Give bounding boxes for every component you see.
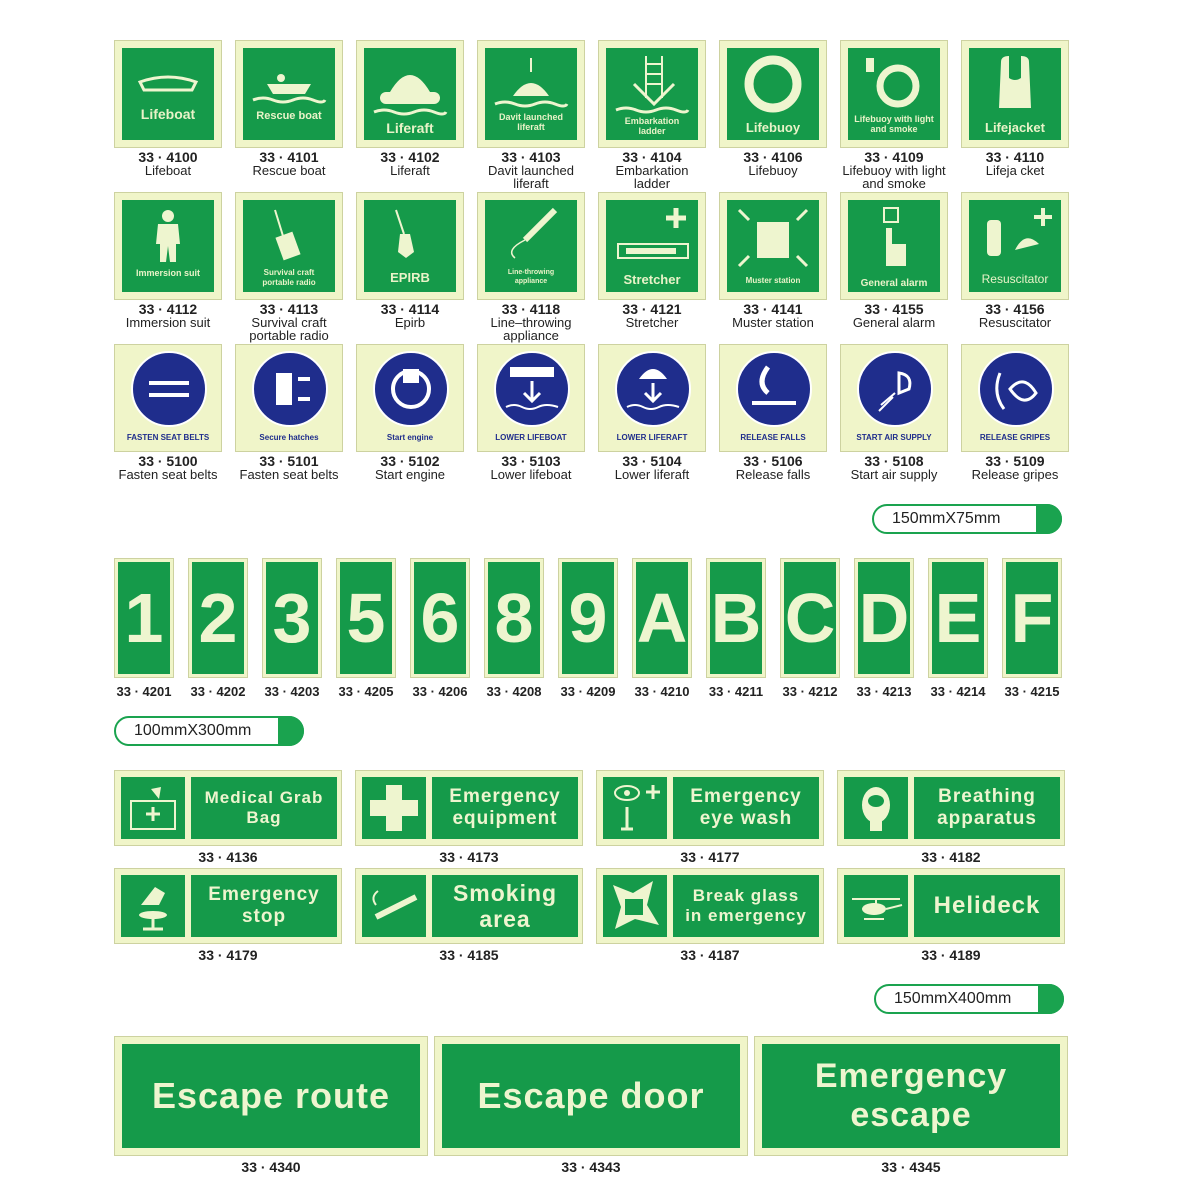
sign-medical-grab-bag[interactable]	[114, 770, 355, 864]
sign-name: Lifeja cket	[985, 163, 1045, 178]
sign-code: 33 · 4214	[930, 684, 986, 699]
sign-code: 33 · 4202	[190, 684, 246, 699]
sign-text-line-1: Helideck	[933, 892, 1041, 920]
sign-code: 33 · 4345	[881, 1159, 941, 1175]
sign-code: 33 · 5103	[501, 453, 561, 469]
sign-label: EPIRB	[390, 270, 430, 285]
rescue-boat-icon	[243, 48, 335, 140]
sign-code: 33 · 5104	[622, 453, 682, 469]
sign-name: Fasten seat belts	[118, 467, 218, 482]
number-sign-b[interactable]	[706, 558, 780, 703]
sign-survival-radio[interactable]	[235, 192, 356, 342]
size-badge-wide	[874, 984, 1064, 1014]
sign-general-alarm[interactable]	[840, 192, 961, 342]
number-glyph: 2	[192, 562, 244, 674]
sign-code: 33 · 5102	[380, 453, 440, 469]
sign-code: 33 · 4100	[138, 149, 198, 165]
sign-code: 33 · 5101	[259, 453, 319, 469]
number-sign-5[interactable]	[336, 558, 410, 703]
sign-code: 33 · 4136	[198, 849, 258, 865]
rect-signs-row-1	[114, 770, 1065, 864]
sign-text-line-2: Bag	[246, 808, 282, 827]
sign-code: 33 · 4209	[560, 684, 616, 699]
sign-rescue-boat[interactable]	[235, 40, 356, 190]
sign-label: Muster station	[745, 276, 801, 285]
number-sign-e[interactable]	[928, 558, 1002, 703]
sign-code: 33 · 4179	[198, 947, 258, 963]
number-glyph: 8	[488, 562, 540, 674]
sign-name: Immersion suit	[125, 315, 211, 330]
sign-start-engine[interactable]	[356, 344, 477, 481]
sign-code: 33 · 4110	[985, 149, 1045, 165]
number-glyph: 9	[562, 562, 614, 674]
sign-code: 33 · 5108	[864, 453, 924, 469]
sign-code: 33 · 4213	[856, 684, 912, 699]
sign-immersion-suit[interactable]	[114, 192, 235, 342]
release-falls-icon	[738, 353, 810, 425]
sign-name: Lower liferaft	[614, 467, 690, 482]
sign-text-line-1: Emergency	[208, 884, 320, 906]
sign-code: 33 · 4113	[259, 301, 319, 317]
sign-text-line-2: eye wash	[699, 808, 793, 829]
immersion-suit-icon	[122, 200, 214, 292]
wide-signs-row	[114, 1036, 1068, 1174]
sign-emergency-stop[interactable]	[114, 868, 355, 962]
sign-text-line-2: equipment	[452, 808, 558, 829]
sign-text-line-1: Break glass	[692, 886, 800, 906]
sign-code: 33 · 4185	[439, 947, 499, 963]
air-supply-icon	[859, 353, 931, 425]
sign-lower-liferaft[interactable]	[598, 344, 719, 481]
number-sign-6[interactable]	[410, 558, 484, 703]
sign-code: 33 · 4173	[439, 849, 499, 865]
number-glyph: E	[932, 562, 984, 674]
sign-lifejacket[interactable]	[961, 40, 1069, 190]
sign-epirb[interactable]	[356, 192, 477, 342]
sign-name: Lifebuoy	[748, 163, 798, 178]
sign-emergency-eye-wash[interactable]	[596, 770, 837, 864]
sign-name: Rescue boat	[252, 163, 326, 178]
sign-text-line-1: Emergency	[814, 1056, 1008, 1095]
sign-resuscitator[interactable]	[961, 192, 1069, 342]
sign-name: Embarkation ladder	[615, 163, 689, 191]
sign-name: Stretcher	[625, 315, 679, 330]
sign-text-line-2: stop	[241, 906, 287, 927]
sign-text-line-2: apparatus	[937, 808, 1037, 829]
sign-code: 33 · 4211	[708, 684, 764, 699]
sign-code: 33 · 4203	[264, 684, 320, 699]
sign-embarkation-ladder[interactable]	[598, 40, 719, 190]
sign-text-line-1: Emergency	[449, 786, 561, 808]
sign-name: Lower lifeboat	[490, 467, 572, 482]
sign-code: 33 · 4156	[985, 301, 1045, 317]
sign-label: Davit launched liferaft	[498, 112, 563, 132]
sign-label: Resuscitator	[981, 272, 1049, 286]
sign-code: 33 · 4103	[501, 149, 561, 165]
sign-label: Start engine	[386, 433, 434, 442]
sign-start-air-supply[interactable]	[840, 344, 961, 481]
number-sign-3[interactable]	[262, 558, 336, 703]
emergency-stop-icon	[121, 875, 185, 937]
sign-text-line-2: escape	[850, 1096, 972, 1134]
sign-text-line-1: Breathing	[938, 786, 1036, 808]
sign-emergency-escape[interactable]	[754, 1036, 1068, 1174]
sign-break-glass[interactable]	[596, 868, 837, 962]
number-glyph: B	[710, 562, 762, 674]
sign-name: Start air supply	[850, 467, 938, 482]
sign-emergency-equipment[interactable]	[355, 770, 596, 864]
sign-text-line-1: Smoking	[452, 879, 558, 906]
sign-label: START AIR SUPPLY	[856, 433, 932, 442]
sign-code: 33 · 4114	[380, 301, 440, 317]
sign-code: 33 · 4208	[486, 684, 542, 699]
sign-davit-liferaft[interactable]	[477, 40, 598, 190]
sign-name: Lifebuoy with light and smoke	[842, 163, 946, 191]
lifeboat-icon	[122, 48, 214, 140]
number-sign-f[interactable]	[1002, 558, 1076, 703]
hatch-icon	[254, 353, 326, 425]
number-sign-a[interactable]	[632, 558, 706, 703]
sign-lower-lifeboat[interactable]	[477, 344, 598, 481]
sign-code: 33 · 4118	[501, 301, 561, 317]
sign-code: 33 · 4141	[743, 301, 803, 317]
sign-label: RELEASE FALLS	[740, 433, 806, 442]
sign-code: 33 · 4201	[116, 684, 172, 699]
size-badge-label: 150mmX75mm	[892, 510, 1001, 527]
sign-release-gripes[interactable]	[961, 344, 1069, 481]
square-signs-row-1	[114, 40, 1069, 190]
sign-code: 33 · 4205	[338, 684, 394, 699]
sign-name: Fasten seat belts	[239, 467, 339, 482]
sign-name: Release falls	[735, 467, 811, 482]
sign-name: Liferaft	[390, 163, 430, 178]
sign-label: Immersion suit	[135, 268, 200, 278]
eye-wash-icon	[603, 777, 667, 839]
sign-stretcher[interactable]	[598, 192, 719, 342]
sign-code: 33 · 4210	[634, 684, 690, 699]
sign-code: 33 · 4177	[680, 849, 740, 865]
breathing-mask-icon	[844, 777, 908, 839]
sign-fasten-seat-belts[interactable]	[114, 344, 235, 481]
sign-name: Line–throwing appliance	[490, 315, 572, 343]
sign-muster-station[interactable]	[719, 192, 840, 342]
sign-name: Release gripes	[971, 467, 1059, 482]
sign-lifebuoy-light[interactable]	[840, 40, 961, 190]
sign-code: 33 · 4343	[561, 1159, 621, 1175]
sign-code: 33 · 5100	[138, 453, 198, 469]
release-gripes-icon	[980, 353, 1052, 425]
sign-helideck[interactable]	[837, 868, 1065, 962]
sign-lifebuoy[interactable]	[719, 40, 840, 190]
number-glyph: D	[858, 562, 910, 674]
sign-label: Embarkation ladder	[624, 116, 680, 136]
sign-code: 33 · 4212	[782, 684, 838, 699]
circle-signs-row	[114, 344, 1069, 481]
sign-name: Lifeboat	[144, 163, 192, 178]
sign-name: Muster station	[732, 315, 814, 330]
medical-bag-icon	[121, 777, 185, 839]
number-glyph: 6	[414, 562, 466, 674]
number-glyph: 1	[118, 562, 170, 674]
sign-code: 33 · 4106	[743, 149, 803, 165]
sign-release-falls[interactable]	[719, 344, 840, 481]
sign-text-line-1: Escape route	[151, 1075, 391, 1117]
sign-code: 33 · 4121	[622, 301, 682, 317]
number-glyph: 3	[266, 562, 318, 674]
sign-text-line-2: in emergency	[685, 906, 807, 925]
sign-label: Lifebuoy	[745, 120, 801, 135]
sign-text-line-2: area	[479, 906, 531, 932]
sign-code: 33 · 4109	[864, 149, 924, 165]
sign-code: 33 · 4101	[259, 149, 319, 165]
sign-code: 33 · 5109	[985, 453, 1045, 469]
sign-code: 33 · 4104	[622, 149, 682, 165]
sign-code: 33 · 4102	[380, 149, 440, 165]
sign-label: FASTEN SEAT BELTS	[126, 433, 210, 442]
lower-lifeboat-icon	[496, 353, 568, 425]
first-aid-cross-icon	[362, 777, 426, 839]
number-sign-2[interactable]	[188, 558, 262, 703]
sign-code: 33 · 4215	[1004, 684, 1060, 699]
sign-label: LOWER LIFERAFT	[616, 433, 688, 442]
sign-breathing-apparatus[interactable]	[837, 770, 1065, 864]
sign-label: LOWER LIFEBOAT	[495, 433, 567, 442]
sign-label: Lifejacket	[985, 120, 1045, 135]
sign-escape-route[interactable]	[114, 1036, 434, 1174]
sign-label: Liferaft	[386, 120, 434, 136]
number-sign-d[interactable]	[854, 558, 928, 703]
sign-label: Line-throwing appliance	[507, 269, 555, 285]
sign-code: 33 · 4187	[680, 947, 740, 963]
sign-name: Epirb	[394, 315, 426, 330]
sign-code: 33 · 4112	[138, 301, 198, 317]
sign-name: Resuscitator	[978, 315, 1052, 330]
engine-icon	[375, 353, 447, 425]
number-glyph: C	[784, 562, 836, 674]
size-badge-label: 100mmX300mm	[134, 722, 252, 739]
number-sign-c[interactable]	[780, 558, 854, 703]
sign-escape-door[interactable]	[434, 1036, 754, 1174]
sign-text-line-1: Escape door	[477, 1075, 705, 1117]
number-glyph: 5	[340, 562, 392, 674]
size-badge-label: 150mmX400mm	[894, 990, 1012, 1007]
number-glyph: F	[1006, 562, 1058, 674]
sign-label: Survival craft portable radio	[262, 268, 316, 287]
sign-name: Davit launched liferaft	[488, 163, 574, 191]
sign-name: Start engine	[374, 467, 446, 482]
number-glyph: A	[636, 562, 688, 674]
number-sign-9[interactable]	[558, 558, 632, 703]
sign-label: RELEASE GRIPES	[979, 433, 1051, 442]
sign-code: 33 · 4155	[864, 301, 924, 317]
sign-line-throwing[interactable]	[477, 192, 598, 342]
sign-code: 33 · 4340	[241, 1159, 301, 1175]
sign-code: 33 · 4182	[921, 849, 981, 865]
number-sign-1[interactable]	[114, 558, 188, 703]
sign-code: 33 · 5106	[743, 453, 803, 469]
helicopter-icon	[844, 875, 908, 937]
sign-text-line-1: Emergency	[690, 786, 802, 808]
lower-liferaft-icon	[617, 353, 689, 425]
sign-name: General alarm	[852, 315, 936, 330]
sign-label: General alarm	[860, 278, 928, 289]
sign-label: Secure hatches	[259, 433, 319, 442]
sign-text-line-1: Medical Grab	[204, 788, 324, 808]
size-badge-numbers	[114, 716, 304, 746]
sign-code: 33 · 4189	[921, 947, 981, 963]
seat-belt-icon	[133, 353, 205, 425]
number-sign-8[interactable]	[484, 558, 558, 703]
sign-lifeboat[interactable]	[114, 40, 235, 190]
sign-code: 33 · 4206	[412, 684, 468, 699]
sign-smoking-area[interactable]	[355, 868, 596, 962]
sign-secure-hatches[interactable]	[235, 344, 356, 481]
cigarette-icon	[362, 875, 426, 937]
rect-signs-row-2	[114, 868, 1065, 962]
number-signs-row	[114, 558, 1074, 703]
sign-name: Survival craft portable radio	[249, 315, 329, 343]
sign-label: Rescue boat	[256, 110, 322, 122]
sign-label: Stretcher	[623, 272, 681, 287]
size-badge-square	[872, 504, 1062, 534]
square-signs-row-2	[114, 192, 1069, 342]
sign-label: Lifeboat	[140, 106, 196, 122]
sign-label: Lifebuoy with light and smoke	[854, 114, 934, 134]
sign-liferaft[interactable]	[356, 40, 477, 190]
break-glass-icon	[603, 875, 667, 937]
